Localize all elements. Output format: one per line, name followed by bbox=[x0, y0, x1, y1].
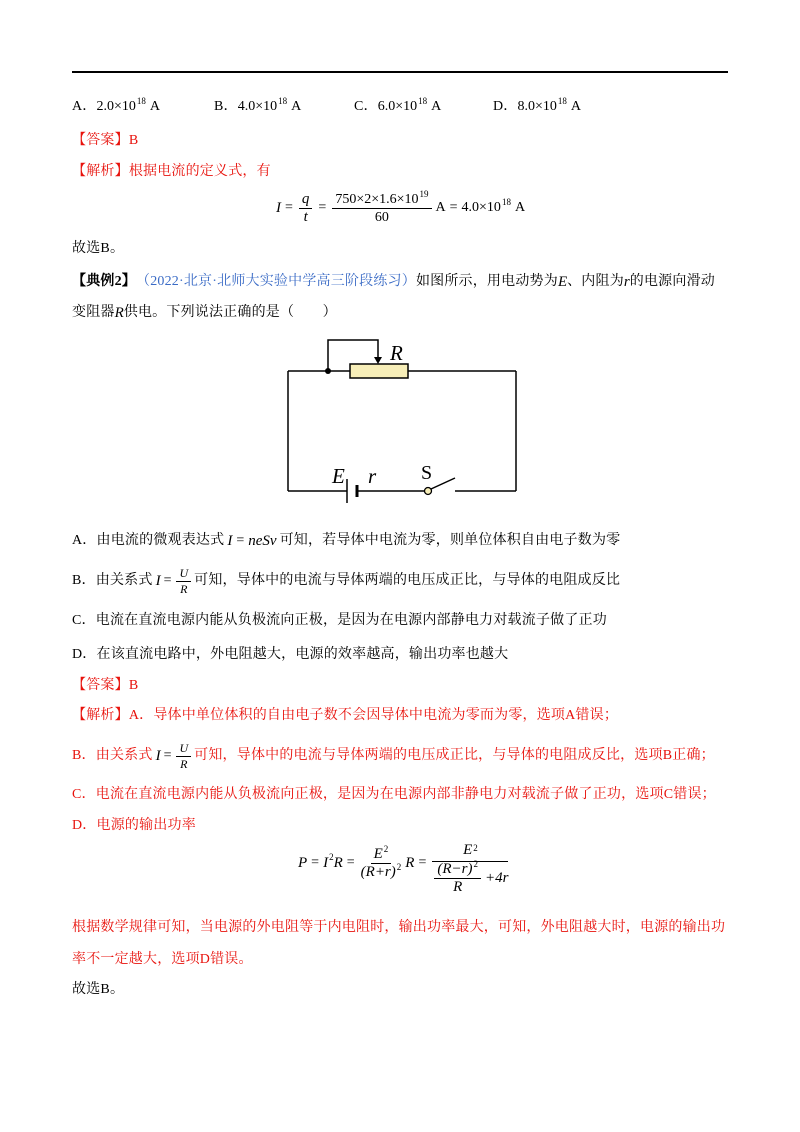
equals-sign: = bbox=[285, 200, 293, 215]
q1-analysis bbox=[72, 162, 271, 182]
fraction-u-over-r bbox=[176, 742, 191, 771]
q2-analysis-a bbox=[72, 706, 618, 726]
circuit-diagram bbox=[280, 330, 530, 510]
stem-text: 如图所示，用电动势为 bbox=[415, 274, 558, 289]
label-switch: S bbox=[421, 462, 433, 484]
option-label: D． bbox=[493, 99, 518, 114]
switch-arm bbox=[431, 478, 455, 489]
exponent: 2 bbox=[396, 861, 402, 872]
answer-value: B bbox=[128, 678, 139, 693]
stem-text: 供电。下列说法正确的是（ ） bbox=[123, 305, 337, 320]
answer-tag: 【答案】 bbox=[72, 678, 129, 693]
micro-expression: neSv bbox=[248, 533, 277, 549]
analysis-label: B． bbox=[72, 748, 96, 763]
symbol-rheostat: R bbox=[114, 305, 124, 321]
option-value: 8.0×10 bbox=[517, 99, 557, 114]
label-internal-resistance: r bbox=[368, 464, 377, 488]
q2-option-d bbox=[72, 645, 508, 665]
fraction-q-over-t bbox=[299, 192, 313, 225]
symbol-emf: E bbox=[373, 845, 383, 862]
q1-answer bbox=[72, 131, 138, 151]
q1-option-d bbox=[493, 97, 581, 117]
q2-reasoning-line-1: 根据数学规律可知，当电源的外电阻等于内电阻时，输出功率最大，可知，外电阻越大时，电源的输出功 bbox=[72, 920, 726, 935]
option-exponent: 18 bbox=[278, 95, 288, 106]
option-exponent: 18 bbox=[418, 95, 428, 106]
fraction-e2-over-sum bbox=[360, 843, 402, 880]
q2-analysis-b bbox=[72, 741, 715, 771]
q1-option-a bbox=[72, 97, 160, 117]
tail-term: +4r bbox=[484, 870, 509, 886]
result-value: 4.0×10 bbox=[461, 200, 501, 215]
q2-answer bbox=[72, 676, 138, 696]
option-label: B． bbox=[214, 99, 238, 114]
q2-stem-line-1 bbox=[72, 272, 715, 292]
numerator-value: 750×2×1.6×10 bbox=[335, 191, 419, 207]
option-unit: A bbox=[291, 99, 302, 114]
q2-option-b bbox=[72, 566, 620, 596]
analysis-text: 可知，导体中的电流与导体两端的电压成正比，与导体的电阻成反比，选项B正确； bbox=[194, 748, 715, 763]
denominator bbox=[432, 859, 509, 895]
symbol-current: I bbox=[227, 533, 233, 549]
fraction-charge-over-time bbox=[332, 188, 431, 225]
difference-term: (R−r) bbox=[437, 861, 473, 877]
denominator-r: R bbox=[180, 756, 188, 771]
symbol-current: I bbox=[155, 748, 161, 764]
q2-option-a bbox=[72, 531, 620, 551]
label-emf: E bbox=[332, 464, 345, 488]
numerator-q: q bbox=[299, 192, 313, 209]
fraction-diff-over-r bbox=[434, 859, 481, 895]
symbol-resistance: R bbox=[405, 854, 415, 871]
header-rule bbox=[72, 71, 728, 73]
q1-option-c bbox=[354, 97, 441, 117]
option-label: C． bbox=[354, 99, 378, 114]
q1-option-b bbox=[214, 97, 301, 117]
option-unit: A bbox=[570, 99, 582, 114]
result-exponent: 18 bbox=[501, 196, 511, 207]
q2-power-equation bbox=[298, 830, 510, 896]
equals-sign: = bbox=[163, 573, 172, 588]
numerator-u: U bbox=[176, 567, 191, 582]
unit: A bbox=[435, 200, 446, 215]
q1-equation bbox=[276, 190, 525, 226]
equals-sign: = bbox=[418, 855, 427, 870]
q2-stem-line-2 bbox=[72, 303, 337, 323]
denominator-r: R bbox=[453, 879, 463, 895]
option-label: B． bbox=[72, 573, 96, 588]
denominator-t: t bbox=[303, 208, 308, 225]
numerator bbox=[434, 859, 481, 879]
example-tag: 【典例2】 bbox=[72, 274, 136, 289]
analysis-tag: 【解析】 bbox=[72, 708, 129, 723]
option-text: 可知，导体中的电流与导体两端的电压成正比，与导体的电阻成反比 bbox=[194, 573, 621, 588]
analysis-text: 根据电流的定义式，有 bbox=[128, 164, 271, 179]
exponent: 2 bbox=[383, 843, 389, 854]
rheostat-resistor bbox=[350, 364, 408, 378]
stem-text: 变阻器 bbox=[72, 305, 115, 320]
q2-analysis-c: C．电流在直流电源内能从负极流向正极，是因为在电源内部非静电力对载流子做了正功，选项C错误； bbox=[72, 787, 716, 802]
exponent: 2 bbox=[473, 842, 478, 853]
symbol-current: I bbox=[323, 854, 329, 871]
symbol-resistance: R bbox=[333, 854, 343, 871]
analysis-text: A．导体中单位体积的自由电子数不会因导体中电流为零而为零，选项A错误； bbox=[128, 708, 619, 723]
option-label: C． bbox=[72, 613, 96, 628]
equals-sign: = bbox=[163, 748, 172, 763]
exponent: 2 bbox=[329, 851, 334, 862]
equals-sign: = bbox=[318, 200, 327, 215]
numerator bbox=[332, 188, 431, 209]
option-value: 6.0×10 bbox=[377, 99, 418, 114]
option-label: A． bbox=[72, 533, 97, 548]
equals-sign: = bbox=[236, 533, 245, 548]
denominator: 60 bbox=[374, 209, 389, 225]
option-value: 4.0×10 bbox=[237, 99, 278, 114]
compound-fraction bbox=[432, 832, 508, 895]
option-exponent: 18 bbox=[557, 95, 567, 106]
q2-conclusion: 故选B。 bbox=[72, 982, 125, 997]
stem-text: 、内阻为 bbox=[567, 274, 624, 289]
q2-reasoning-line-2: 率不一定越大，选项D错误。 bbox=[72, 952, 253, 967]
numerator bbox=[371, 843, 392, 864]
symbol-current: I bbox=[276, 199, 281, 216]
equals-sign: = bbox=[449, 200, 458, 215]
symbol-current: I bbox=[155, 573, 161, 589]
symbol-power: P bbox=[298, 854, 308, 871]
equals-sign: = bbox=[346, 855, 355, 870]
option-text: 在该直流电路中，外电阻越大，电源的效率越高，输出功率也越大 bbox=[96, 647, 509, 662]
slider-arrow-icon bbox=[374, 357, 382, 364]
result-unit: A bbox=[514, 200, 526, 215]
sum-term: (R+r) bbox=[360, 863, 396, 880]
equals-sign: = bbox=[311, 855, 320, 870]
option-exponent: 18 bbox=[136, 95, 146, 106]
exponent: 2 bbox=[473, 859, 478, 869]
numerator-u: U bbox=[176, 742, 191, 757]
denominator-r: R bbox=[180, 581, 188, 596]
symbol-emf: E bbox=[463, 841, 473, 858]
symbol-internal-resistance: r bbox=[623, 274, 630, 290]
option-label: A． bbox=[72, 99, 97, 114]
stem-text: 的电源向滑动 bbox=[629, 274, 715, 289]
analysis-tag: 【解析】 bbox=[72, 164, 129, 179]
option-text: 电流在直流电源内能从负极流向正极，是因为在电源内部静电力对载流子做了正功 bbox=[95, 613, 607, 628]
switch-pivot bbox=[425, 488, 432, 495]
option-text: 由电流的微观表达式 bbox=[96, 533, 225, 548]
fraction-u-over-r bbox=[176, 567, 191, 596]
answer-value: B bbox=[128, 133, 139, 148]
option-value: 2.0×10 bbox=[96, 99, 136, 114]
q2-option-c bbox=[72, 611, 607, 631]
option-text: 可知，若导体中电流为零，则单位体积自由电子数为零 bbox=[279, 533, 621, 548]
option-unit: A bbox=[149, 99, 161, 114]
symbol-emf: E bbox=[557, 274, 568, 290]
option-text: 由关系式 bbox=[95, 573, 153, 588]
analysis-text: 由关系式 bbox=[95, 748, 153, 763]
label-rheostat: R bbox=[390, 341, 403, 365]
denominator bbox=[360, 861, 402, 880]
numerator bbox=[432, 832, 508, 862]
q2-analysis-d: D．电源的输出功率 bbox=[72, 818, 196, 833]
q1-conclusion: 故选B。 bbox=[72, 241, 125, 256]
numerator-exponent: 19 bbox=[419, 188, 429, 199]
option-unit: A bbox=[431, 99, 442, 114]
option-label: D． bbox=[72, 647, 97, 662]
answer-tag: 【答案】 bbox=[72, 133, 129, 148]
question-source: （2022·北京·北师大实验中学高三阶段练习） bbox=[136, 274, 416, 289]
